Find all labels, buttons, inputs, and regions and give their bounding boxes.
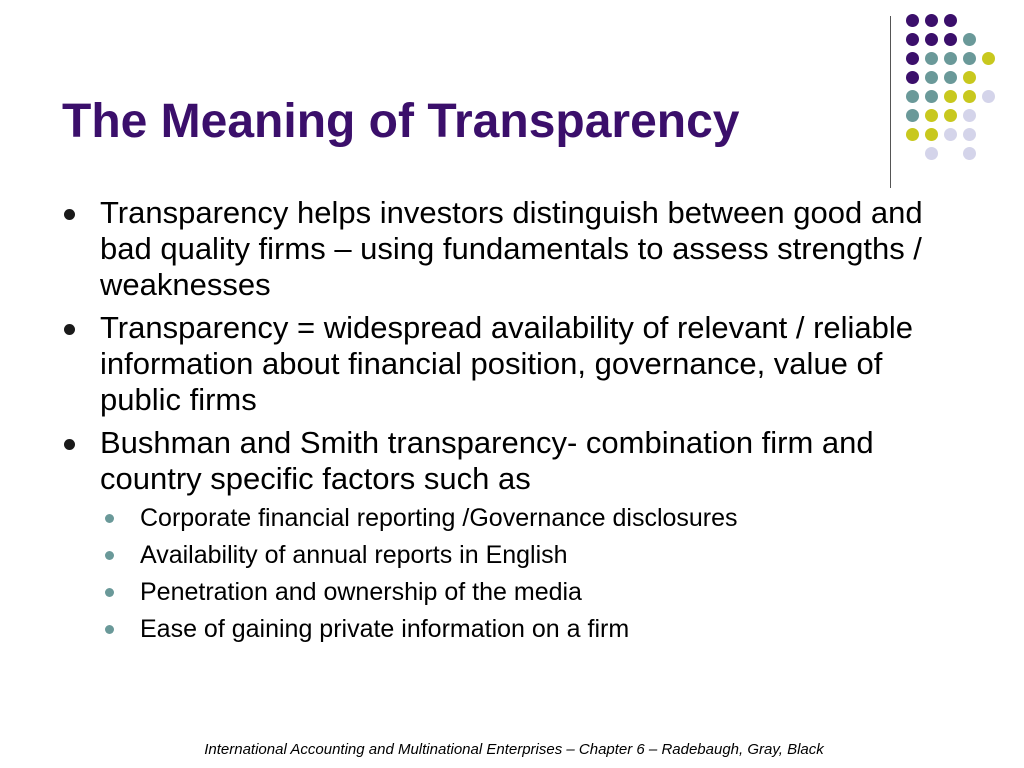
decorative-dot-purple — [906, 33, 919, 46]
decorative-dot-lavender — [963, 147, 976, 160]
decorative-dot-lavender — [963, 109, 976, 122]
decorative-dot-lavender — [982, 90, 995, 103]
sub-bullet-dot-icon — [105, 551, 114, 560]
sub-bullet-item — [100, 540, 962, 570]
bullet-item — [62, 310, 962, 418]
decorative-dot-teal — [963, 52, 976, 65]
decorative-dot-olive — [963, 71, 976, 84]
decorative-dot-olive — [906, 128, 919, 141]
decorative-dot-purple — [944, 33, 957, 46]
bullet-dot-icon — [64, 439, 75, 450]
sub-bullet-dot-icon — [105, 588, 114, 597]
decorative-dot-olive — [925, 109, 938, 122]
decorative-dot-purple — [906, 14, 919, 27]
decorative-dot-teal — [925, 52, 938, 65]
sub-bullet-text: Availability of annual reports in English — [140, 541, 568, 569]
bullet-dot-icon — [64, 324, 75, 335]
sub-bullet-dot-icon — [105, 625, 114, 634]
slide-body — [62, 195, 962, 651]
sub-bullet-item — [100, 503, 962, 533]
decorative-dot-lavender — [925, 147, 938, 160]
decorative-dot-olive — [925, 128, 938, 141]
sub-bullet-text: Ease of gaining private information on a firm — [140, 615, 630, 643]
decorative-dot-purple — [906, 52, 919, 65]
bullet-item — [62, 195, 962, 303]
decorative-dot-teal — [944, 71, 957, 84]
decorative-dot-teal — [925, 71, 938, 84]
title-divider-line — [890, 16, 891, 188]
decorative-dot-olive — [963, 90, 976, 103]
bullet-dot-icon — [64, 209, 75, 220]
sub-bullet-dot-icon — [105, 514, 114, 523]
decorative-dot-olive — [944, 90, 957, 103]
slide-footer — [0, 740, 1024, 760]
bullet-item — [62, 425, 962, 644]
decorative-dot-lavender — [963, 128, 976, 141]
decorative-dot-lavender — [944, 128, 957, 141]
decorative-dot-teal — [906, 90, 919, 103]
bullet-text: Transparency helps investors distinguish between good and bad quality firms – using fundamentals to assess strengths / weaknesses — [100, 195, 923, 302]
bullet-list — [62, 195, 962, 644]
decorative-dot-purple — [906, 71, 919, 84]
decorative-dot-purple — [925, 14, 938, 27]
sub-bullet-text: Penetration and ownership of the media — [140, 578, 582, 606]
decorative-dot-teal — [925, 90, 938, 103]
bullet-text: Bushman and Smith transparency- combination firm and country specific factors such as — [100, 425, 874, 496]
decorative-dot-teal — [944, 52, 957, 65]
decorative-dot-teal — [906, 109, 919, 122]
decorative-dot-purple — [944, 14, 957, 27]
footer-text: International Accounting and Multinational Enterprises – Chapter 6 – Radebaugh, Gray, Black — [204, 741, 824, 758]
sub-bullet-list — [100, 503, 962, 644]
slide-title: The Meaning of Transparency — [62, 95, 740, 148]
decorative-dot-olive — [982, 52, 995, 65]
sub-bullet-item — [100, 614, 962, 644]
decorative-dot-teal — [963, 33, 976, 46]
sub-bullet-item — [100, 577, 962, 607]
decorative-dot-purple — [925, 33, 938, 46]
decorative-dot-grid — [906, 14, 998, 166]
sub-bullet-text: Corporate financial reporting /Governance disclosures — [140, 504, 738, 532]
decorative-dot-olive — [944, 109, 957, 122]
bullet-text: Transparency = widespread availability of relevant / reliable information about financial position, governance, value of public firms — [100, 310, 914, 417]
